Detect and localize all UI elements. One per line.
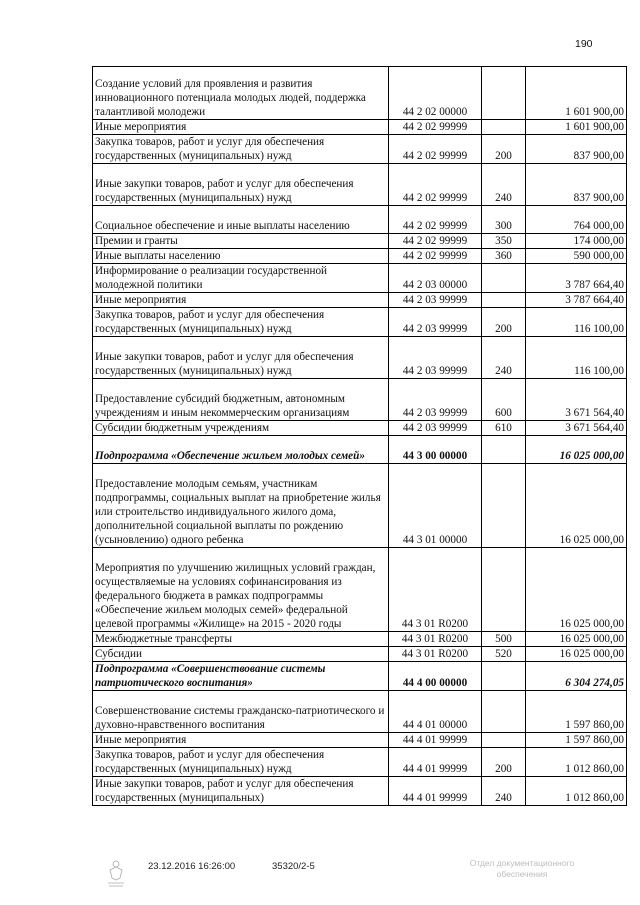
- row-name-cell: Совершенствование системы гражданско-патриотического и духовно-нравственного воспитания: [93, 691, 389, 733]
- row-code-cell: 44 2 03 00000: [389, 264, 482, 293]
- row-type-cell: [482, 662, 526, 691]
- table-row: [93, 249, 627, 264]
- table-row: [93, 308, 627, 337]
- row-code-cell: 44 2 02 99999: [389, 135, 482, 164]
- row-code-cell: 44 4 01 99999: [389, 777, 482, 806]
- row-name-cell: Иные закупки товаров, работ и услуг для обеспечения государственных (муниципальных) нужд: [93, 337, 389, 379]
- row-name-cell: Подпрограмма «Обеспечение жильем молодых семей»: [93, 436, 389, 464]
- row-name-cell: Закупка товаров, работ и услуг для обеспечения государственных (муниципальных) нужд: [93, 748, 389, 777]
- row-type-cell: 240: [482, 777, 526, 806]
- table-row: [93, 777, 627, 806]
- table-row: [93, 293, 627, 308]
- row-type-cell: [482, 264, 526, 293]
- row-type-cell: [482, 733, 526, 748]
- row-code-cell: 44 2 02 99999: [389, 249, 482, 264]
- row-code-cell: 44 2 03 99999: [389, 421, 482, 436]
- row-code-cell: 44 2 02 99999: [389, 164, 482, 206]
- table-row: [93, 120, 627, 135]
- emblem-icon: [105, 858, 127, 888]
- table-row: [93, 748, 627, 777]
- row-code-cell: 44 2 02 99999: [389, 234, 482, 249]
- row-amount-cell: 1 012 860,00: [526, 748, 627, 777]
- row-amount-cell: 1 601 900,00: [526, 120, 627, 135]
- row-code-cell: 44 3 01 R0200: [389, 632, 482, 647]
- row-code-cell: 44 4 01 00000: [389, 691, 482, 733]
- row-type-cell: [482, 464, 526, 548]
- page-footer: [0, 858, 640, 905]
- budget-table-body: [93, 67, 627, 806]
- row-code-cell: 44 3 01 R0200: [389, 548, 482, 632]
- table-row: [93, 632, 627, 647]
- row-code-cell: 44 4 01 99999: [389, 733, 482, 748]
- row-name-cell: Иные мероприятия: [93, 733, 389, 748]
- row-name-cell: Подпрограмма «Совершенствование системы патриотического воспитания»: [93, 662, 389, 691]
- row-name-cell: Субсидии: [93, 647, 389, 662]
- row-amount-cell: 1 012 860,00: [526, 777, 627, 806]
- table-row: [93, 234, 627, 249]
- row-type-cell: [482, 293, 526, 308]
- table-row: [93, 67, 627, 120]
- page-number: 190: [575, 38, 593, 50]
- row-type-cell: [482, 548, 526, 632]
- row-code-cell: 44 2 03 99999: [389, 337, 482, 379]
- row-name-cell: Иные закупки товаров, работ и услуг для обеспечения государственных (муниципальных): [93, 777, 389, 806]
- row-type-cell: 300: [482, 206, 526, 234]
- row-name-cell: Закупка товаров, работ и услуг для обеспечения государственных (муниципальных) нужд: [93, 135, 389, 164]
- row-name-cell: Иные выплаты населению: [93, 249, 389, 264]
- row-type-cell: [482, 691, 526, 733]
- row-type-cell: 200: [482, 308, 526, 337]
- row-amount-cell: 837 900,00: [526, 135, 627, 164]
- row-type-cell: [482, 67, 526, 120]
- table-row: [93, 548, 627, 632]
- row-amount-cell: 3 671 564,40: [526, 421, 627, 436]
- row-amount-cell: 174 000,00: [526, 234, 627, 249]
- row-amount-cell: 1 601 900,00: [526, 67, 627, 120]
- table-row: [93, 464, 627, 548]
- row-type-cell: 350: [482, 234, 526, 249]
- table-row: [93, 379, 627, 421]
- table-row: [93, 662, 627, 691]
- table-row: [93, 691, 627, 733]
- row-code-cell: 44 2 03 99999: [389, 379, 482, 421]
- row-type-cell: 240: [482, 164, 526, 206]
- row-type-cell: 610: [482, 421, 526, 436]
- table-row: [93, 206, 627, 234]
- row-type-cell: 200: [482, 748, 526, 777]
- row-code-cell: 44 4 00 00000: [389, 662, 482, 691]
- row-code-cell: 44 3 00 00000: [389, 436, 482, 464]
- row-code-cell: 44 4 01 99999: [389, 748, 482, 777]
- row-amount-cell: 16 025 000,00: [526, 632, 627, 647]
- row-type-cell: 200: [482, 135, 526, 164]
- table-row: [93, 436, 627, 464]
- row-code-cell: 44 3 01 00000: [389, 464, 482, 548]
- row-name-cell: Социальное обеспечение и иные выплаты населению: [93, 206, 389, 234]
- row-name-cell: Создание условий для проявления и развития инновационного потенциала молодых людей, поддержка талантливой молодежи: [93, 67, 389, 120]
- row-code-cell: 44 3 01 R0200: [389, 647, 482, 662]
- row-code-cell: 44 2 03 99999: [389, 308, 482, 337]
- row-code-cell: 44 2 02 99999: [389, 206, 482, 234]
- row-name-cell: Субсидии бюджетным учреждениям: [93, 421, 389, 436]
- row-amount-cell: 16 025 000,00: [526, 436, 627, 464]
- row-amount-cell: 1 597 860,00: [526, 691, 627, 733]
- footer-doc-code: 35320/2-5: [272, 861, 315, 872]
- row-name-cell: Предоставление молодым семьям, участникам подпрограммы, социальных выплат на приобретение жилья или строительство индивидуального жилого дома, дополнительной социальной выплаты по рождению (усыновлению) одного ребенка: [93, 464, 389, 548]
- footer-timestamp: 23.12.2016 16:26:00: [148, 861, 236, 872]
- row-code-cell: 44 2 02 99999: [389, 120, 482, 135]
- row-type-cell: 360: [482, 249, 526, 264]
- row-name-cell: Закупка товаров, работ и услуг для обеспечения государственных (муниципальных) нужд: [93, 308, 389, 337]
- table-row: [93, 337, 627, 379]
- row-type-cell: 520: [482, 647, 526, 662]
- row-amount-cell: 16 025 000,00: [526, 464, 627, 548]
- row-code-cell: 44 2 03 99999: [389, 293, 482, 308]
- row-amount-cell: 116 100,00: [526, 308, 627, 337]
- table-row: [93, 647, 627, 662]
- row-name-cell: Иные мероприятия: [93, 120, 389, 135]
- table-row: [93, 733, 627, 748]
- row-name-cell: Мероприятия по улучшению жилищных условий граждан, осуществляемые на условиях софинансирования из федерального бюджета в рамках подпрограммы «Обеспечение жильем молодых семей» федеральной целевой программы «Жилище» на 2015 - 2020 годы: [93, 548, 389, 632]
- row-amount-cell: 837 900,00: [526, 164, 627, 206]
- row-amount-cell: 3 671 564,40: [526, 379, 627, 421]
- row-amount-cell: 116 100,00: [526, 337, 627, 379]
- row-amount-cell: 6 304 274,05: [526, 662, 627, 691]
- row-amount-cell: 3 787 664,40: [526, 264, 627, 293]
- table-row: [93, 421, 627, 436]
- row-name-cell: Премии и гранты: [93, 234, 389, 249]
- row-type-cell: 240: [482, 337, 526, 379]
- row-type-cell: 600: [482, 379, 526, 421]
- row-amount-cell: 764 000,00: [526, 206, 627, 234]
- row-amount-cell: 590 000,00: [526, 249, 627, 264]
- row-amount-cell: 3 787 664,40: [526, 293, 627, 308]
- footer-watermark: Отдел документационного обеспечения: [469, 858, 575, 879]
- row-name-cell: Межбюджетные трансферты: [93, 632, 389, 647]
- row-amount-cell: 16 025 000,00: [526, 548, 627, 632]
- row-amount-cell: 16 025 000,00: [526, 647, 627, 662]
- row-type-cell: 500: [482, 632, 526, 647]
- table-row: [93, 135, 627, 164]
- row-amount-cell: 1 597 860,00: [526, 733, 627, 748]
- table-row: [93, 164, 627, 206]
- budget-table: [92, 66, 627, 806]
- row-code-cell: 44 2 02 00000: [389, 67, 482, 120]
- row-name-cell: Информирование о реализации государственной молодежной политики: [93, 264, 389, 293]
- row-name-cell: Иные мероприятия: [93, 293, 389, 308]
- row-name-cell: Иные закупки товаров, работ и услуг для обеспечения государственных (муниципальных) нужд: [93, 164, 389, 206]
- table-row: [93, 264, 627, 293]
- row-type-cell: [482, 436, 526, 464]
- row-name-cell: Предоставление субсидий бюджетным, автономным учреждениям и иным некоммерческим организациям: [93, 379, 389, 421]
- row-type-cell: [482, 120, 526, 135]
